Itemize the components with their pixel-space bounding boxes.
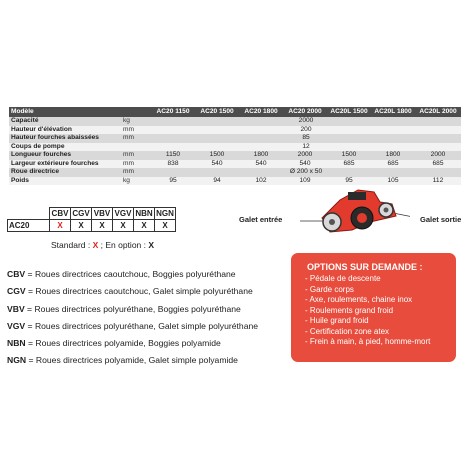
- spec-cell: 685: [327, 160, 371, 169]
- spec-header-col: AC20L 1800: [371, 107, 415, 117]
- options-box-item: - Pédale de descente: [305, 274, 430, 285]
- options-grid-header: VGV: [113, 208, 134, 220]
- options-on-request-box: [291, 253, 456, 362]
- spec-cell: 109: [283, 177, 327, 186]
- options-grid-cell: X: [71, 220, 92, 232]
- code-label: VBV: [7, 303, 25, 314]
- spec-row-unit: mm: [121, 126, 151, 135]
- options-grid-cell-standard: X: [50, 220, 71, 232]
- spec-cell-merged: Ø 200 x 50: [151, 168, 461, 177]
- spec-row-unit: mm: [121, 151, 151, 160]
- options-grid-header: VBV: [92, 208, 113, 220]
- spec-cell-merged: 85: [151, 134, 461, 143]
- galet-sortie-label: Galet sortie: [420, 215, 462, 224]
- spec-row-longueur-fourches: [9, 151, 461, 160]
- spec-row-hauteur-elevation: [9, 126, 461, 135]
- galet-entree-label: Galet entrée: [239, 215, 283, 224]
- code-desc: = Roues directrices polyamide, Galet simple polyamide: [26, 355, 238, 366]
- spec-header-row: [9, 107, 461, 117]
- entry-roller-hub: [329, 219, 335, 225]
- options-grid-header: CGV: [72, 209, 90, 218]
- code-desc: = Roues directrices caoutchouc, Boggies polyuréthane: [25, 269, 236, 279]
- options-grid-cell: X: [92, 220, 113, 232]
- spec-cell: 105: [371, 177, 415, 186]
- spec-row-label: Hauteur fourches abaissées: [9, 134, 121, 143]
- options-grid-header: CBV: [50, 208, 71, 220]
- legend-separator: ; En option :: [98, 240, 149, 250]
- spec-cell-merged: 12: [151, 143, 461, 152]
- code-desc: = Roues directrices polyamide, Boggies polyamide: [25, 338, 221, 349]
- spec-row-unit: mm: [121, 134, 151, 143]
- options-grid-model-row: [8, 220, 176, 232]
- code-row: [7, 303, 258, 320]
- code-definitions: [7, 268, 258, 372]
- spec-cell: 102: [239, 177, 283, 186]
- spec-cell: 540: [239, 160, 283, 169]
- spec-cell: 540: [195, 160, 239, 169]
- code-row: [7, 354, 258, 371]
- code-desc: = Roues directrices polyuréthane, Boggies polyuréthane: [24, 303, 241, 314]
- spec-row-unit: kg: [121, 177, 151, 186]
- options-box-item: - Huile grand froid: [305, 316, 430, 327]
- options-grid-model: AC20: [8, 220, 50, 232]
- options-box-item: - Frein à main, à pied, homme-mort: [305, 337, 430, 348]
- spec-cell: 112: [415, 177, 461, 186]
- spec-cell: 1500: [327, 151, 371, 160]
- spec-row-label: Capacité: [9, 117, 121, 126]
- spec-header-col: AC20L 1500: [327, 107, 371, 117]
- options-box-item: - Garde corps: [305, 285, 430, 296]
- options-grid-cell: X: [113, 220, 134, 232]
- spec-row-capacite: [9, 117, 461, 126]
- options-box-item: - Roulements grand froid: [305, 306, 430, 317]
- code-label: NBN: [7, 338, 26, 349]
- standard-option-legend: [51, 240, 154, 250]
- options-grid: [7, 207, 176, 232]
- spec-header-col: AC20 1800: [239, 107, 283, 117]
- spec-header-col: AC20 1150: [151, 107, 195, 117]
- options-box-title: OPTIONS SUR DEMANDE :: [307, 262, 423, 272]
- roller-bar: [348, 192, 366, 200]
- spec-cell: 2000: [415, 151, 461, 160]
- options-grid-header: NBN: [135, 209, 153, 218]
- spec-row-label: Hauteur d'élévation: [9, 126, 121, 135]
- code-desc: = Roues directrices caoutchouc, Galet simple polyuréthane: [25, 286, 253, 297]
- spec-cell: 1800: [371, 151, 415, 160]
- options-grid-cell: X: [134, 220, 155, 232]
- options-box-item: - Axe, roulements, chaine inox: [305, 295, 430, 306]
- code-label: CGV: [7, 286, 26, 297]
- spec-row-hauteur-fourches: [9, 134, 461, 143]
- spec-row-coups-pompe: [9, 143, 461, 152]
- spec-row-unit: mm: [121, 168, 151, 177]
- spec-header-col: AC20 1500: [195, 107, 239, 117]
- code-row: [7, 320, 258, 337]
- spec-row-label: Roue directrice: [9, 168, 121, 177]
- spec-cell: 685: [371, 160, 415, 169]
- spec-cell: 95: [151, 177, 195, 186]
- exit-roller-hub: [384, 208, 389, 213]
- spec-row-label: Coups de pompe: [9, 143, 121, 152]
- spec-row-unit: [121, 143, 151, 152]
- spec-header-col: AC20L 2000: [415, 107, 461, 117]
- spec-header-col: AC20 2000: [283, 107, 327, 117]
- spec-row-unit: mm: [121, 160, 151, 169]
- spec-table: [9, 107, 461, 185]
- spec-row-unit: kg: [121, 117, 151, 126]
- spec-row-label: Poids: [9, 177, 121, 186]
- spec-cell: 2000: [283, 151, 327, 160]
- options-box-list: [305, 274, 430, 348]
- legend-option-mark: X: [148, 240, 155, 250]
- spec-header-unit: [121, 107, 151, 117]
- main-load-wheel-hub: [357, 213, 367, 223]
- spec-cell: 1800: [239, 151, 283, 160]
- spec-cell: 838: [151, 160, 195, 169]
- spec-row-label: Longueur fourches: [9, 151, 121, 160]
- options-box-item: - Certification zone atex: [305, 327, 430, 338]
- spec-cell: 540: [283, 160, 327, 169]
- spec-cell-merged: 2000: [151, 117, 461, 126]
- code-row: [7, 337, 258, 354]
- options-grid-cell: X: [155, 220, 176, 232]
- legend-standard-mark: X: [92, 240, 99, 250]
- spec-cell: 685: [415, 160, 461, 169]
- spec-row-largeur-fourches: [9, 160, 461, 169]
- options-grid-corner: [8, 208, 50, 220]
- spec-cell: 1150: [151, 151, 195, 160]
- spec-header-model: Modèle: [9, 107, 121, 117]
- code-label: CBV: [7, 269, 26, 279]
- pallet-truck-wheel-drawing: [300, 178, 410, 248]
- code-row: [7, 268, 258, 285]
- code-desc: = Roues directrices polyuréthane, Galet simple polyuréthane: [25, 320, 259, 331]
- code-label: NGN: [7, 355, 27, 366]
- options-grid-header: NGN: [156, 209, 174, 218]
- options-grid-header-row: [8, 208, 176, 220]
- code-row: [7, 285, 258, 302]
- spec-cell: 95: [327, 177, 371, 186]
- legend-standard-label: Standard :: [51, 240, 93, 250]
- code-label: VGV: [7, 320, 26, 331]
- spec-cell-merged: 200: [151, 126, 461, 135]
- spec-row-roue-directrice: [9, 168, 461, 177]
- spec-row-label: Largeur extérieure fourches: [9, 160, 121, 169]
- spec-cell: 94: [195, 177, 239, 186]
- spec-cell: 1500: [195, 151, 239, 160]
